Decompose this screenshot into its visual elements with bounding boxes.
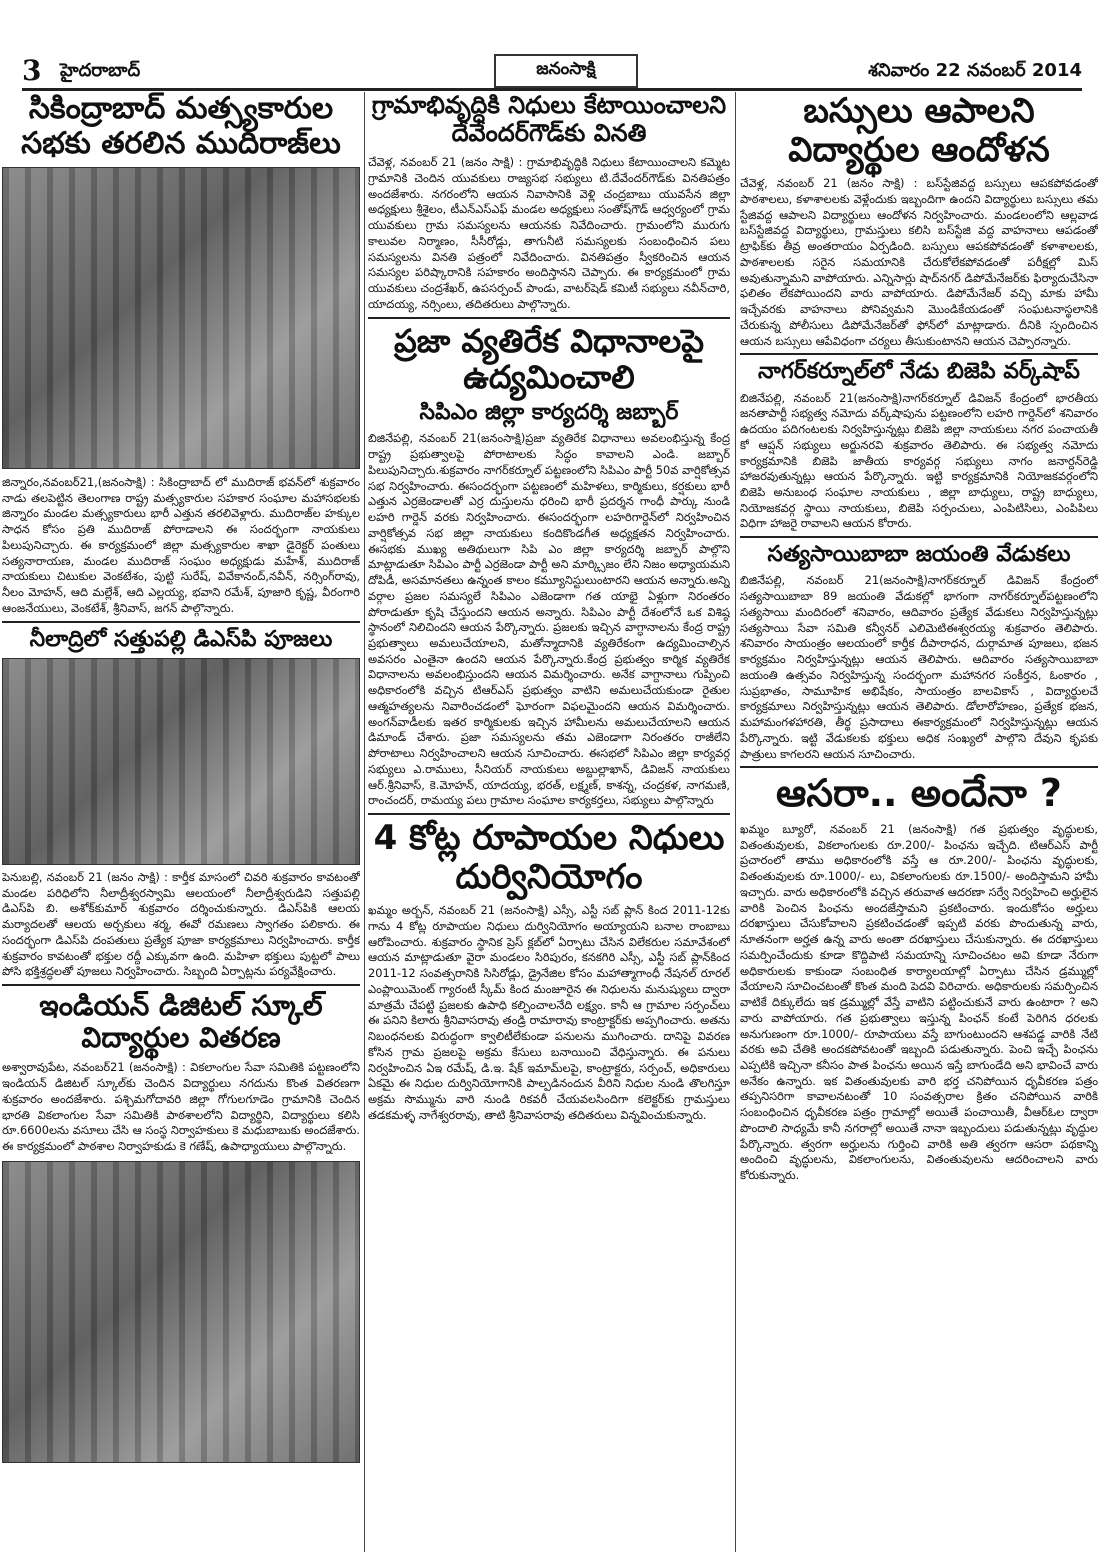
article-bjp-workshop: బిజినేపల్లి, నవంబర్ 21(జనంసాక్షి)నాగర్‌కర్నూల్ డివిజన్ కేంద్రంలో భారతీయ జనతాపార్టీ సభ్యత్వ నమోదు వర్క్‌షాపును పట్టణంలోని లహరి గార్డెన్‌లో శనివారం ఉదయం పదిగంటలకు నిర్వహిస్తున్నట్లు బిజెపి జిల్లా నాయకులు నగర పంచాయతీ కో ఆప్షన్ సభ్యులు అర్జునరవి శుక్రవారం తెలిపారు. ఈ సభ్యత్వ నమోదు కార్యక్రమానికి బిజెపి జాతీయ కార్యవర్గ సభ్యులు నాగం జనార్దన్‌రెడ్డి హాజరవుతున్నట్లు ఆయన పేర్కొన్నారు. ఇట్టి కార్యక్రమానికి నియోజకవర్గంలోని బిజెపి అనుబంధ సంఘాల నాయకులు , జిల్లా బాధ్యులు, రాష్ట్ర బాధ్యులు, నియోజకవర్గ స్థాయి నాయకులు, బిజెపి సర్పంచులు, ఎంపిటిసిలు, ఎంపిపిలు విధిగా హాజరై రావాలని ఆయన కోరారు.	[740, 390, 1098, 531]
subheadline-cpm: సిపిఎం జిల్లా కార్యదర్శి జబ్బార్	[419, 400, 679, 426]
article-sai-baba-jayanti: బిజినేపల్లి, నవంబర్ 21(జనంసాక్షి)నాగర్‌కర్నూల్ డివిజన్ కేంద్రంలో సత్యసాయిబాబా 89 జయంతి వేడుకల్లో భాగంగా నాగర్‌కర్నూల్‌పట్టణంలోని సత్యసాయి మందిరంలో శనివారం, ఆదివారం ప్రత్యేక వేడుకలు నిర్వహిస్తున్నట్లు సత్యసాయి సేవా సమితి కన్వీనర్ ఎలిమెటిఈశ్వరయ్య శుక్రవారం తెలిపారు. శనివారం సాయంత్రం ఆలయంలో కార్తీక దీపారాధన, దుర్గామాత పూజలు, భజన కార్యక్రమం నిర్వహిస్తున్నట్లు ఆయన తెలిపారు. ఆదివారం సత్యసాయిబాబా జయంతి ఉత్సవం నిర్వహిస్తున్న సందర్భంగా మహానగర సంకీర్తన, ఓంకారం , సుప్రభాతం, సామూహిక అభిషేకం, సాయంత్రం బాలవికాస్ , విద్యార్థులచే కార్యక్రమాలు నిర్వహిస్తున్నట్లు ఆయన తెలిపారు. డోలారోహణం, ప్రత్యేక భజన, మహామంగళహారతి, తీర్థ ప్రసాదాలు ఈకార్యక్రమంలో నిర్వహిస్తున్నట్లు ఆయన పేర్కొన్నారు. ఇట్టి వేడుకలకు భక్తులు అధిక సంఖ్యలో పాల్గొని దేవుని కృపకు పాత్రులు కాగలరని ఆయన సూచించారు.	[740, 573, 1098, 761]
headline-protest-policies: ప్రజా వ్యతిరేక విధానాలపై ఉద్యమించాలి	[394, 321, 704, 397]
headline-digital-school: ఇండియన్ డిజిటల్ స్కూల్ విద్యార్థుల వితరణ	[39, 989, 323, 1055]
article-digital-school: అశ్వారావుపేట, నవంబర్21 (జనంసాక్షి) : వికలాంగుల సేవా సమితికి పట్టణంలోని ఇండియన్ డిజిటల్ స్కూల్‌కు చెందిన విద్యార్థులు నగదును కొంత వితరణగా శుక్రవారం అందజేశారు. పశ్చిమగోదావరి జిల్లా గోగులగూడెం గ్రామానికి చెందిన భారతి వికలాంగుల సేవా సమితికి పాఠశాలలోని విద్యార్థిని, విద్యార్థులు కలిసి రూ.6600లను వసూలు చేసి ఆ సంస్థ నిర్వాహకులు కె మధుబాబుకు అందజేశారు. ఈ కార్యక్రమంలో పాఠశాల నిర్వాహకుడు కె గణేష్, ఉపాధ్యాయులు పాల్గొన్నారు.	[2, 1060, 360, 1154]
article-funds-misuse: ఖమ్మం అర్బన్, నవంబర్ 21 (జనంసాక్షి) ఎస్సీ, ఎస్టీ సబ్ ప్లాన్ కింద 2011-12కు గాను 4 కోట్ల రూపాయల నిధులు దుర్వినియోగం అయ్యాయని బనాల రాంబాబు ఆరోపించారు. శుక్రవారం స్థానిక ప్రెస్ క్లబ్‌లో ఏర్పాటు చేసిన విలేకరుల సమావేశంలో ఆయన మాట్లాడుతూ వైరా మండలం సిరిపురం, కనకగిరి ఎస్సీ, ఎస్టీ సబ్ ప్లాన్‌కింద 2011-12 సంవత్సరానికి సిసిరోడ్లు, డ్రైనేజిల కోసం మహాత్మాగాంధీ నేషనల్ రూరల్ ఎంప్లాయిమెంట్ గ్యారంటీ స్కీమ్ కింద మంజూరైన ఈ నిధులను మనుష్యులు ద్వారా మాత్రమే చేపట్టి ప్రజలకు ఉపాధి కల్పించాలనేది లక్ష్యం. కానీ ఆ గ్రామాల సర్పంచ్‌లు ఈ పనిని కిలారు శ్రీనివాసరావు తండ్రి రామారావు కాంట్రాక్టర్‌కు అప్పగించారు. అతను నిబంధనలకు విరుద్ధంగా క్వాలిటీలేకుండా పనులను ముగించారు. దానిపై వివరణ కోసిన గ్రామ ప్రజలపై అక్రమ కేసులు బనాయించి వేధిస్తున్నారు. ఈ పనులు నిర్వహించిన ఏఇ రమేష్, డి.ఇ. షేక్ ఇమామ్‌లపై, కాంట్రాక్టరు, సర్పంచ్, అధికారులు ఏకమై ఈ నిధుల దుర్వినియోగానికి పాల్పడినందున వీరిని నిధుల నుండి తొలగిస్తూ అక్రమ సొమ్మును వారి నుండి రికవరీ చేయవలసిందిగా కలెక్టర్‌కు గ్రామస్తులు తడకమళ్ళ నాగేశ్వరరావు, తాటి శ్రీనివాసరావు తదితరులు విన్నవించుకున్నారు.	[368, 903, 730, 1122]
issue-date: శనివారం 22 నవంబర్ 2014	[868, 60, 1082, 81]
article-dsp-pooja: పెనుబల్లి, నవంబర్ 21 (జనం సాక్షి) : కార్తీక మాసంలో చివరి శుక్రవారం కావటంతో మండల పరిధిలోని నీలాద్రీశ్వరస్వామి ఆలయంలో నీలాద్రీశ్వరుడిని సత్తుపల్లి డిఎస్‌పి బి. అశోక్‌కుమార్ శుక్రవారం దర్శించుకున్నారు. డిఎస్‌పికి ఆలయ మర్యాదలతో ఆలయ అర్చకులు శర్మ, ఈవో రమణలు స్వాగతం పలికారు. ఈ సందర్భంగా డిఎస్‌పి దంపతులు ప్రత్యేక పూజా కార్యక్రమాలు నిర్వహించారు. కార్తీక శుక్రవారం కావటంతో భక్తుల రద్దీ ఎక్కువగా ఉంది. మహిళా భక్తులు పుట్టలో పాలు పోసి భక్తిశ్రద్ధలతో పూజలు నిర్వహించారు. సిబ్బంది ఏర్పాట్లను పర్యవేక్షించారు.	[2, 869, 360, 979]
article-asara-pension: ఖమ్మం బ్యూరో, నవంబర్ 21 (జనంసాక్షి) గత ప్రభుత్వం వృద్ధులకు, వితంతువులకు, వికలాంగులకు రూ.200/- పింఛను ఇచ్చేది. టిఆర్‌ఎస్ పార్టీ ప్రచారంలో తాము అధికారంలోకి వస్తే ఆ రూ.200/- పింఛను వృద్ధులకు, వితంతువులకు రూ.1000/- లు, వికలాంగులకు రూ.1500/- అందిస్తామని హామీ ఇచ్చారు. వారు అధికారంలోకి వచ్చిన తరువాత ఆదరణా సర్వే నిర్వహించి అర్హులైన వారికి పెంచిన పింఛను అందజేస్తామని ప్రకటించారు. ఇందుకోసం అర్హులు దరఖాస్తులు చేసుకోవాలని ప్రకటించడంతో ఇప్పటి వరకు పొందుతున్న వారు, నూతనంగా అర్హత ఉన్న వారు అంతా దరఖాస్తులు చేసుకున్నారు. ఈ దరఖాస్తులు సమర్పించేందుకు కూడా కొద్దిపాటి సమయాన్ని సూచించటం అవి కూడా నేరుగా అధికారులకు కాకుండా సంబంధిత కార్యాలయాల్లో ఏర్పాటు చేసిన డ్రమ్ముల్లో వేయాలని సూచించటంతో కొంత మంది పెదవి విరిచారు. అధికారులకు సమర్పించిన వాటికే దిక్కులేదు ఇక డ్రమ్ముల్లో వేస్తే వాటిని పట్టించుకునే వారు ఉంటారా ? అని వారు వాపోయారు. గత ప్రభుత్వాలు ఇస్తున్న పింఛన్ కంటే పెరిగిన ధరలకు అనుగుణంగా రూ.1000/- రూపాయలు వస్తే బాగుంటుందని ఆశపడ్డ వారికి నేటి వరకు అవి చేతికి అందకపోవటంతో ఇబ్బంది పడుతున్నారు. పెంచి ఇచ్చే పింఛను ఎప్పటికి ఇచ్చినా కనీసం పాత పింఛను అయిన ఇస్తే బాగుండేది అని భావించే వారు అనేకం ఉన్నారు. ఇక వితంతువులకు వారి భర్త చనిపోయిన ధృవీకరణ పత్రం తప్పనిసరిగా కావాలనటంతో 10 సంవత్సరాల క్రితం చనిపోయిన వారికి సంబంధించిన ధృవీకరణ పత్రం గ్రామాల్లో అయితే పంచాయితీ, వీఆర్‌ఓల ద్వారా పొందాలి సాధ్యమే కానీ నగరాల్లో అయితే నానా ఇబ్బందులు పడుతున్నట్లు వృద్ధుల పేర్కొన్నారు. త్వరగా అర్హులను గుర్తించి వారికి అతి త్వరగా ఆసరా పథకాన్ని అందించి వృద్ధులను, వికలాంగులను, వితంతువులను ఆదరించాలని వారు కోరుకున్నారు.	[740, 821, 1098, 1183]
column-divider	[364, 92, 365, 1552]
divider	[2, 621, 360, 623]
headline-bjp-workshop: నాగర్‌కర్నూల్‌లో నేడు బిజెపి వర్క్‌షాప్	[758, 359, 1080, 385]
photo-fishermen-rally	[2, 167, 360, 469]
divider	[2, 984, 360, 986]
headline-funds-misuse: 4 కోట్ల రూపాయల నిధులు దుర్వినియోగం	[373, 818, 725, 898]
divider	[740, 536, 1098, 538]
article-fishermen: జిన్నారం,నవంబర్21,(జనంసాక్షి) : సికింద్రాబాద్ లో ముదిరాజ్ భవన్‌లో శుక్రవారం నాడు తలపెట్టిన తెలంగాణ రాష్ట్ర మత్స్యకారుల సహకార సంఘాల మహాసభలకు జిన్నారం మండల మత్స్యకారులు భారీ ఎత్తున తరలివెళ్లారు. ముదిరాజ్‌ల హక్కుల సాధన కోసం ప్రతి ముదిరాజ్ పోరాడాలని ఈ సందర్భంగా నాయకులు పిలుపునిచ్చారు. ఈ కార్యక్రమంలో జిల్లా మత్స్యకారుల శాఖా డైరెక్టర్ పంతులు సత్యనారాయణ, మండల ముదిరాజ్ సంఘం అధ్యక్షుడు మహేశ్, ముదిరాజ్ నాయకులు చిటుకుల వెంకటేశం, పుట్టి సురేష్, వివేకానంద్,నవీన్, నర్సింగ్‌రావు, నీలం మోహన్, ఆది మల్లేశ్, ఆది ఎల్లయ్య, భవాని రమేశ్, పూజారి కృష్ణ, వీరంగారి ఆంజనేయులు, వెంకటేశ్, శ్రీనివాస్, జగన్ పాల్గొన్నారు.	[2, 475, 360, 615]
photo-school-children	[2, 1161, 360, 1463]
page-number: 3	[22, 54, 42, 87]
masthead	[22, 54, 1082, 91]
headline-bus-stop-protest: బస్సులు ఆపాలని విద్యార్థుల ఆందోళన	[788, 92, 1050, 171]
headline-village-funds: గ్రామాభివృద్ధికి నిధులు కేటాయించాలని దేవేందర్‌గౌడ్‌కు వినతి	[371, 92, 727, 147]
headline-fishermen: సికింద్రాబాద్ మత్స్యకారుల సభకు తరలిన ముదిరాజ్‌లు	[21, 92, 341, 161]
divider	[740, 766, 1098, 768]
photo-temple-pooja	[2, 658, 360, 865]
column-right	[740, 92, 1098, 1552]
column-left	[2, 92, 360, 1552]
edition-city: హైదరాబాద్	[60, 60, 141, 81]
article-village-funds: చేవెళ్ల, నవంబర్ 21 (జనం సాక్షి) : గ్రామాభివృద్ధికి నిధులు కేటాయించాలని కమ్మెట గ్రామానికి చెందిన యువకులు రాజ్యసభ సభ్యులు టి.దేవేందర్‌గౌడ్‌కు వినతిపత్రం అందజేశారు. నగరంలోని ఆయన నివాసానికి వెళ్లి చంద్రబాబు యువసేన జిల్లా అధ్యక్షులు శ్రీశైలం, టీఎన్‌ఎస్‌ఎఫ్ మండల అధ్యక్షులు సంతోష్‌గౌడ్ ఆధ్వర్యంలో గ్రామ యువకులు గ్రామ సమస్యలను ఆయనకు నివేదించారు. గ్రామంలోని మురుగు కాలువల నిర్మాణం, సీసీరోడ్లు, తాగునీటి సమస్యలకు సంబంధించిన పలు సమస్యలను వినతి పత్రంలో నివేదించారు. వినతిపత్రం స్వీకరించిన ఆయన సమస్యల పరిష్కారానికి సహకారం అందిస్తానని చెప్పారు. ఈ కార్యక్రమంలో గ్రామ యువకులు చంద్రశేఖర్, ఉపసర్పంచ్ పాండు, వాటర్‌షెడ్ కమిటీ సభ్యులు నవీన్‌చారి, యాదయ్య, నర్సింలు, తదితరులు పాల్గొన్నారు.	[368, 155, 730, 311]
divider	[368, 317, 730, 319]
divider	[368, 813, 730, 815]
divider	[740, 353, 1098, 355]
column-middle	[368, 92, 730, 1552]
article-bus-stop-protest: చేవెళ్ల, నవంబర్ 21 (జనం సాక్షి) : బస్‌స్టేజివద్ద బస్సులు ఆపకపోవడంతో పాఠశాలలు, కళాశాలలకు వెళ్లేందుకు ఇబ్బందిగా ఉందని విద్యార్థులు బస్సులు తమ స్టేజివద్ద ఆపాలని విద్యార్థులు ఆందోళన నిర్వహించారు. మండలంలోని ఆల్లవాడ బస్‌స్టేజివద్ద విద్యార్థులు, గ్రామస్తులు కలిసి బస్‌స్టేజి వద్ద వాహనాలు ఆపడంతో ట్రాఫిక్‌కు తీవ్ర అంతరాయం ఏర్పడింది. బస్సులు ఆపకపోవడంతో కళాశాలలకు, పాఠశాలలకు సరైన సమయానికి చేరుకోలేకపోవడంతో పరీక్షల్లో మిస్ అవుతున్నామని వాపోయారు. ఎన్నిసార్లు షాద్‌నగర్ డిపోమేనేజర్‌కు ఫిర్యాదుచేసినా ఫలితం లేకపోయిందని వారు వాపోయారు. డిపోమేనేజర్ వచ్చి మాకు హామీ ఇచ్చేవరకు వాహనాలు పోనివ్వమని మొండికేయడంతో సంఘటనాస్థలానికి చేరుకున్న పోలీసులు డిపోమేనేజర్‌తో ఫోన్‌లో మాట్లాడారు. దీనికి స్పందించిన ఆయన బస్సులు ఆపేవిధంగా చర్యలు తీసుకుంటానని ఆయన చెప్పారన్నారు.	[740, 176, 1098, 348]
newspaper-logo: జనంసాక్షి	[494, 54, 638, 88]
headline-asara-pension: ఆసరా.. అందేనా ?	[776, 771, 1062, 816]
article-protest-policies: బిజినేపల్లి, నవంబర్ 21(జనంసాక్షి)ప్రజా వ్యతిరేక విధానాలు అవలంభిస్తున్న కేంద్ర రాష్ట్ర ప్రభుత్వాలపై పోరాటాలకు సిద్ధం కావాలని ఎండి. జబ్బార్ పిలుపునిచ్చారు.శుక్రవారం నాగర్‌కర్నూల్ పట్టణంలోని సిపిఎం పార్టీ 50వ వార్షికోత్సవ సభ నిర్వహించారు. ఈసందర్భంగా పట్టణంలో మహిళలు, కార్మికులు, కర్షకులు భారీ ఎత్తున ఎర్రజెండాలతో ఎర్ర దుస్తులను ధరించి భారీ ప్రదర్శన గాంధీ పార్కు నుండి లహరి గార్డెన్ వరకు నిర్వహించారు. ఈసందర్భంగా లహరిగార్డెన్‌లో నిర్వహించిన వార్షికోత్సవ సభ జిల్లా నాయకులు కందికొండగీత అధ్యక్షతన నిర్వహించారు. ఈసభకు ముఖ్య అతిథులుగా సిపి ఎం జిల్లా కార్యదర్శి జబ్బార్ పాల్గొని మాట్లాడుతూ సిపిఎం పార్టీ ఎర్రజెండా పార్టీ అని మార్క్సిజం లేని నిజం అధ్యాయమని దోపిడీ, అసమానతలు ఉన్నంత కాలం కమ్యూనిస్టులుంటారని ఆయన అన్నారు.అన్ని వర్గాల ప్రజల సమస్యలే సిపిఎం ఎజెండాగా గత యాభై ఏళ్లుగా నిరంతరం పోరాడుతూ కృషి చేస్తుందని ఆయన అన్నారు. సిపిఎం పార్టీ దేశంలోనే ఒక విశిష్ఠ స్థానంలో నిలిచిందని ఆయన పేర్కొన్నారు. ప్రజలకు ఇచ్చిన వాగ్ధానాలను కేంద్ర రాష్ట్ర ప్రభుత్వాలు అమలుచేయాలని, మతోన్మాదానికి వ్యతిరేకంగా ఉద్యమించాల్సిన అవసరం ఎంతైనా ఉందని ఆయన పేర్కొన్నారు.కేంద్ర ప్రభుత్వం కార్మిక వ్యతిరేక విధానాలను అవలంభిస్తుందని ఆయన విమర్శించారు. అనేక వాగ్దానాలు గుప్పించి అధికారంలోకి వచ్చిన టిఆర్‌ఎస్ ప్రభుత్వం వాటిని అమలుచేయకుండా రైతుల ఆత్మహత్యలను నివారించడంలో ఘోరంగా విఫలమైందని ఆయన విమర్శించారు. అంగన్‌వాడీలకు ఇతర కార్మికులకు ఇచ్చిన హామీలను అమలుచేయాలని ఆయన డిమాండ్ చేశారు. ప్రజా సమస్యలను తమ ఎజెండాగా నిరంతరం రాజీలేని పోరాటాలు నిర్వహించాలని ఆయన సూచించారు. ఈసభలో సిపిఎం జిల్లా కార్యవర్గ సభ్యులు ఎ.రాములు, సీనియర్ నాయకులు అబ్దుల్లాఖాన్, డివిజన్ నాయకులు ఆర్.శ్రీనివాస్, కె.మోహన్, యాదయ్య, భరత్, లక్ష్మణ్, కాశన్న, చంద్రకళ, నాగమణి, రాంచందర్, రామయ్య పలు గ్రామాల సంఘాల కార్యకర్తలు, సభ్యులు పాల్గొన్నారు	[368, 431, 730, 808]
headline-dsp-pooja: నీలాద్రిలో సత్తుపల్లి డిఎస్‌పి పూజలు	[29, 626, 333, 652]
column-divider	[735, 92, 736, 1552]
headline-sai-baba-jayanti: సత్యసాయిబాబా జయంతి వేడుకలు	[767, 542, 1071, 568]
